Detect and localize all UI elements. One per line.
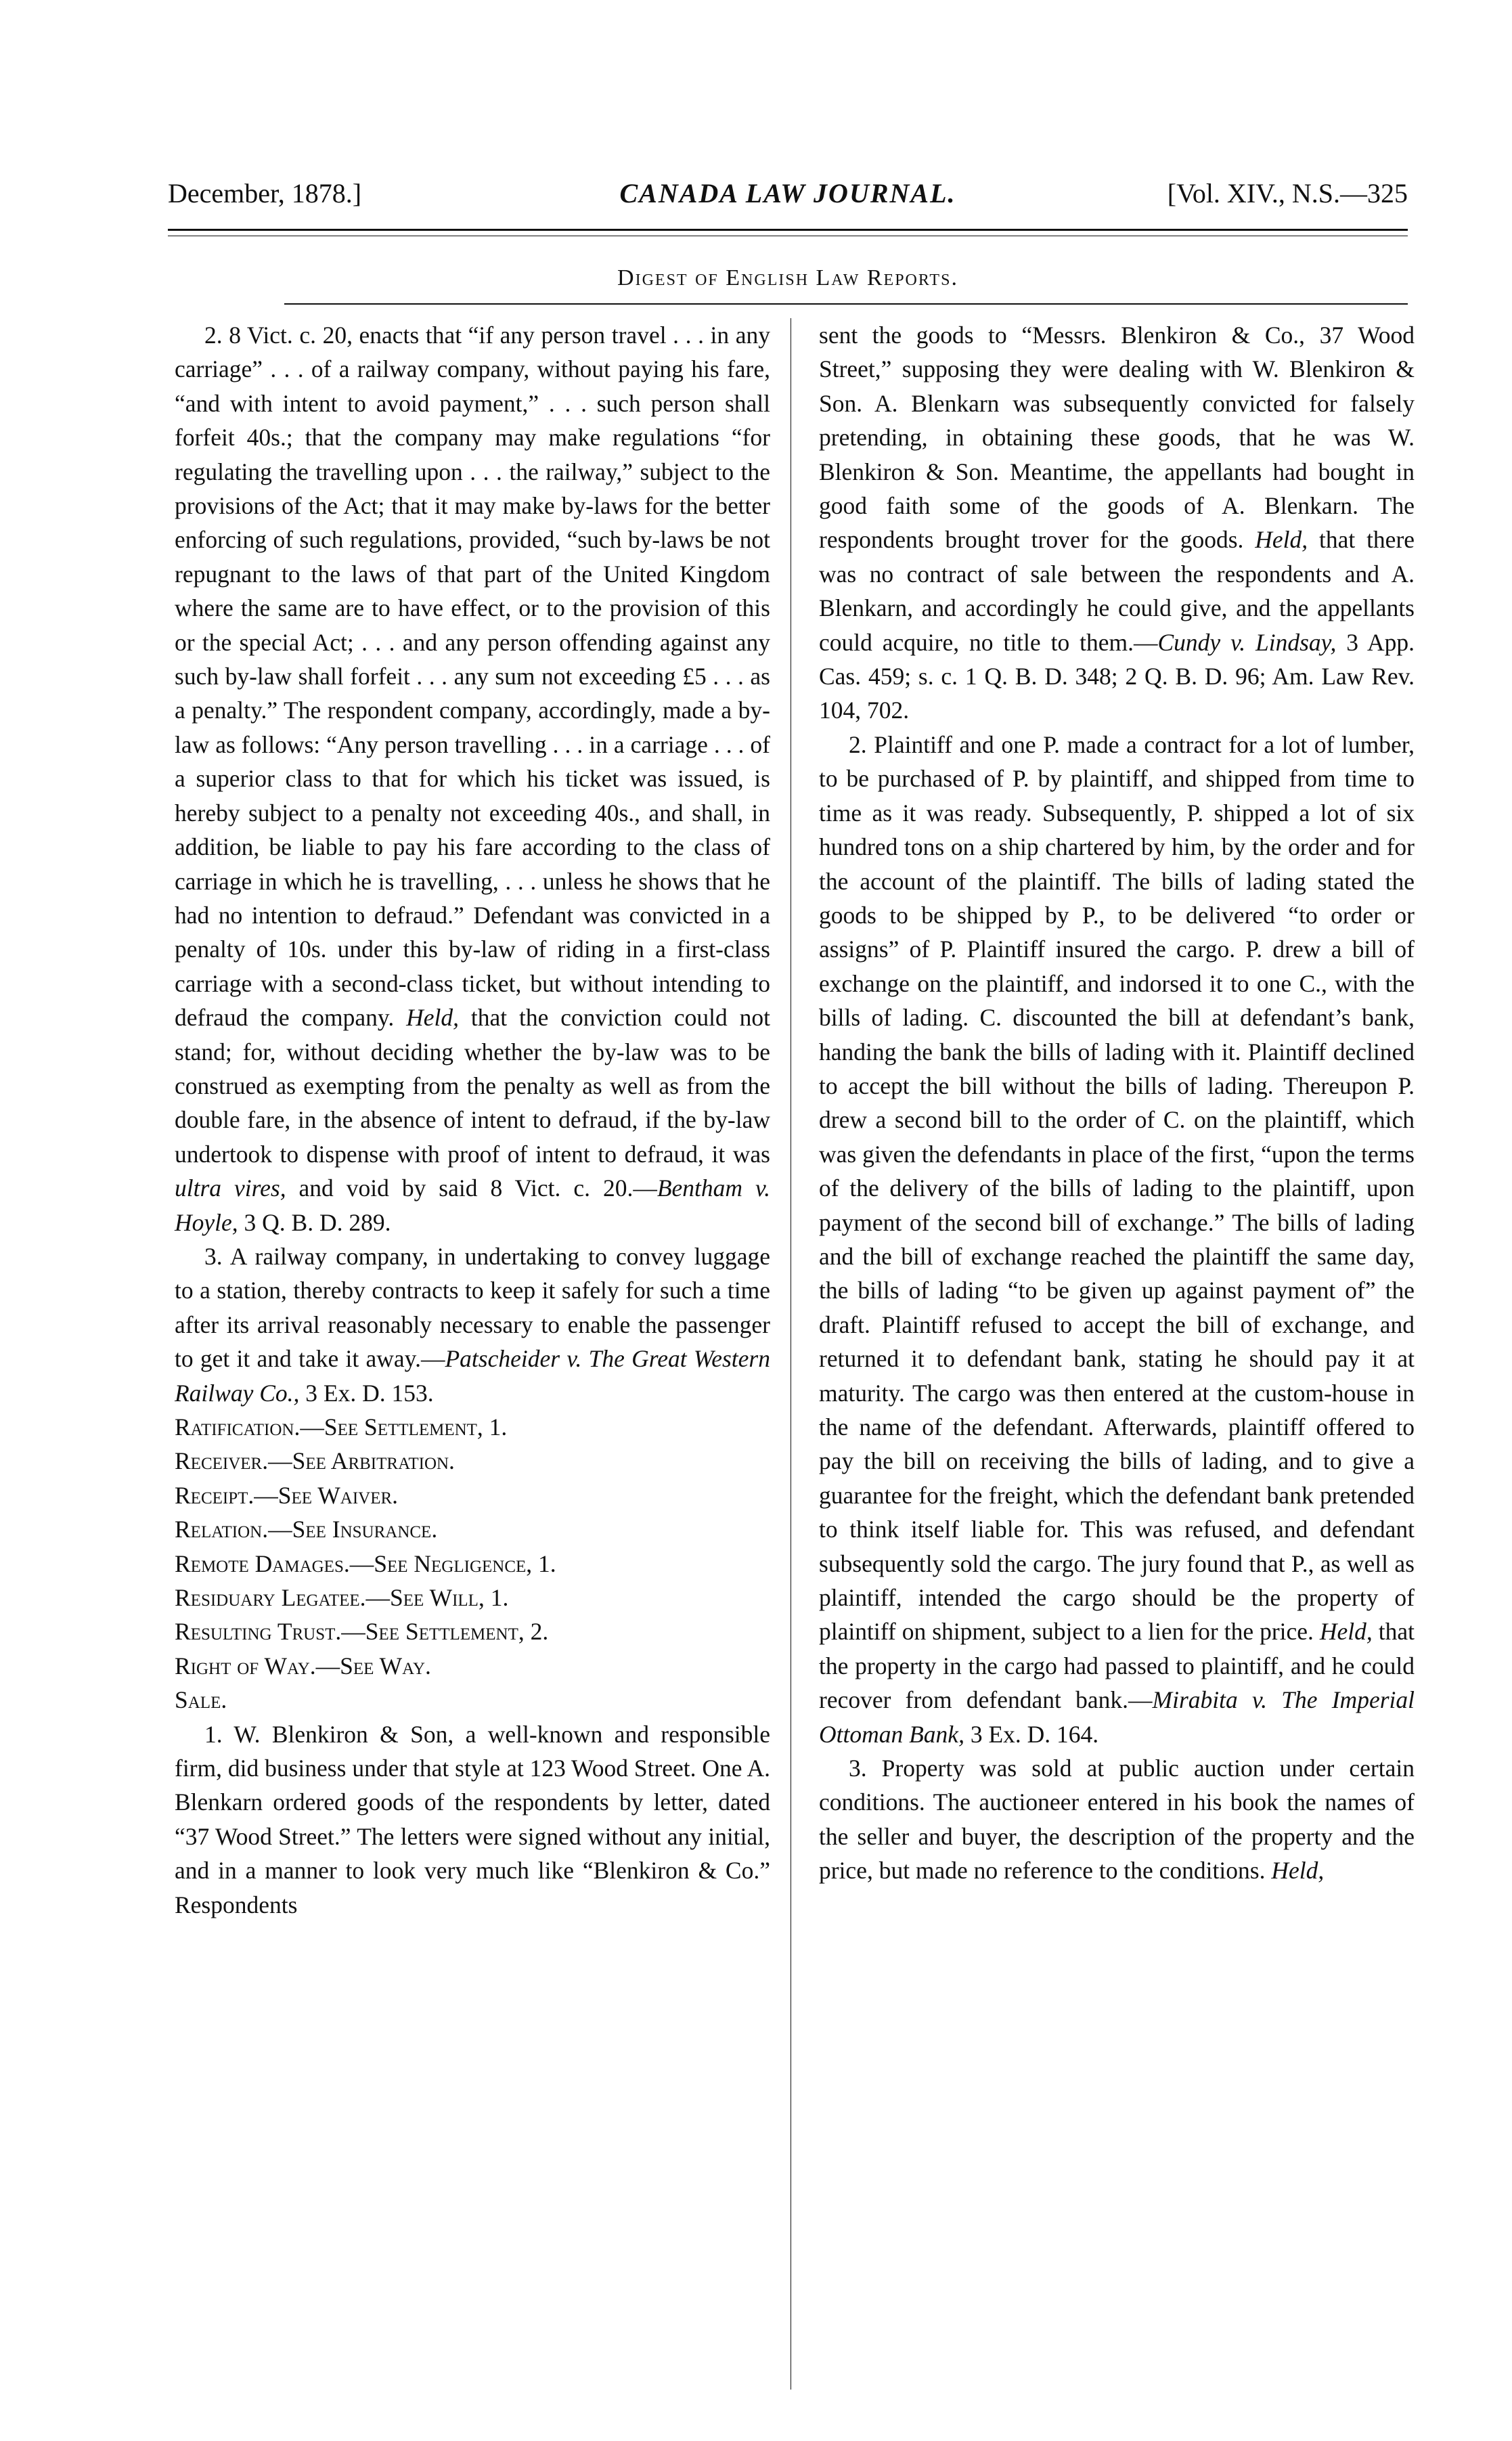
sale-paragraph-3: 3. Property was sold at public auction under certain conditions. The auctioneer entered in his book the names of the seller and buyer, the description of the property and the price, but made no reference to the conditions. Held, bbox=[819, 1755, 1415, 1885]
held-label: Held, bbox=[1255, 526, 1308, 554]
case-citation: Cundy v. Lindsay, bbox=[1157, 628, 1337, 656]
paragraph-3: 3. A railway company, in undertaking to convey luggage to a station, thereby contracts to keep it safely for such a time after its arrival reasonably necessary to enable the passenger to get it and take it away.—Patscheider v. The Great Western Railway Co., 3 Ex. D. 153. bbox=[175, 1242, 770, 1407]
sale-heading: Sale. bbox=[175, 1686, 227, 1714]
volume-page: [Vol. XIV., N.S.—325 bbox=[1167, 178, 1408, 208]
held-label: Held, bbox=[1319, 1618, 1373, 1646]
index-entry: Remote Damages.—See Negligence, 1. bbox=[175, 1549, 556, 1577]
index-entry: Ratification.—See Settlement, 1. bbox=[175, 1413, 508, 1441]
paragraph-2: 2. 8 Vict. c. 20, enacts that “if any person travel . . . in any carriage” . . . of a railway company, without paying his fare, “and with intent to avoid payment,” . . . such person shall forfeit 40s.; that the company may make regulations “for regulating the travelling upon . . . the railway,” subject to the provisions of the Act; that it may make by-laws for the better enforcing of such regulations, provided, “such by-laws be not repugnant to the laws of that part of the United Kingdom where the same are to have effect, or to the provision of this or the special Act; . . . and any person offending against any such by-law shall forfeit . . . any sum not exceeding £5 . . . as a penalty.” The respondent company, accordingly, made a by-law as follows: “Any person travelling . . . in a carriage . . . of a superior class to that for which his ticket was issued, is hereby subject to a penalty not exceeding 40s., and shall, in addition, be liable to pay his fare according to the class of carriage in which he is travelling, . . . unless he shows that he had no intention to defraud.” Defendant was convicted in a penalty of 10s. under this by-law of riding in a first-class carriage with a second-class ticket, but without intending to defraud the company. Held, that the conviction could not stand; for, without deciding whether the by-law was to be construed as exempting from the penalty as well as from the double fare, in the absence of intent to defraud, if the by-law undertook to dispense with proof of intent to defraud, it was ultra vires, and void by said 8 Vict. c. 20.—Bentham v. Hoyle, 3 Q. B. D. 289. bbox=[175, 322, 771, 1236]
case-citation: Bentham v. Hoyle, bbox=[175, 1174, 770, 1236]
case-citation: Mirabita v. The Imperial Ottoman Bank, bbox=[819, 1686, 1415, 1748]
index-entry: Residuary Legatee.—See Will, 1. bbox=[175, 1584, 509, 1612]
index-entry: Relation.—See Insurance. bbox=[175, 1516, 438, 1543]
sale-paragraph-1: 1. W. Blenkiron & Son, a well-known and responsible firm, did business under that style at 123 Wood Street. One A. Blenkarn ordered goods of the respondents by letter, dated “37 Wood Street.” The letters were signed without any initial, and in a manner to look very much like “Blenkiron & Co.” Respondents bbox=[175, 1720, 770, 1918]
issue-date: December, 1878.] bbox=[168, 178, 362, 208]
running-header bbox=[168, 177, 1408, 218]
section-rule bbox=[284, 303, 1408, 305]
index-entry: Right of Way.—See Way. bbox=[175, 1652, 431, 1679]
index-entry: Receiver.—See Arbitration. bbox=[175, 1447, 455, 1475]
held-label: Held, bbox=[1271, 1857, 1325, 1885]
section-title: Digest of English Law Reports. bbox=[617, 265, 958, 290]
sale-paragraph-2: 2. Plaintiff and one P. made a contract for a lot of lumber, to be purchased of P. by plaintiff, and shipped from time to time as it was ready. Subsequently, P. shipped a lot of six hundred tons on a ship chartered by him, by the order and for the account of the plaintiff. The bills of lading stated the goods to be shipped by P., to be delivered “to order or assigns” of P. Plaintiff insured the cargo. P. drew a bill of exchange on the plaintiff, and indorsed it to one C., with the bills of lading. C. discounted the bill at defendant’s bank, handing the bank the bills of lading with it. Plaintiff declined to accept the bill without the bills of lading. Thereupon P. drew a second bill to the order of C. on the plaintiff, which was given the defendants in place of the first, “upon the terms of the delivery of the bills of lading to the plaintiff, upon payment of the second bill of exchange.” The bills of lading and the bill of exchange reached the plaintiff the same day, the bills of lading “to be given up against payment of” the draft. Plaintiff refused to accept the bill of exchange, and returned it to defendant bank, stating he should pay it at maturity. The cargo was then entered at the custom-house in the name of the defendant. Afterwards, plaintiff offered to pay the bill on receiving the bills of lading, and to give a guarantee for the freight, which the defendant bank pretended to think itself liable for. This was refused, and defendant subsequently sold the cargo. The jury found that P., as well as plaintiff, intended the cargo should be the property of plaintiff on shipment, subject to a lien for the price. Held, that the property in the cargo had passed to plaintiff, and he could recover from defendant bank.—Mirabita v. The Imperial Ottoman Bank, 3 Ex. D. 164. bbox=[819, 730, 1415, 1748]
index-entry: Resulting Trust.—See Settlement, 2. bbox=[175, 1618, 549, 1646]
case-citation: Patscheider v. The Great Western Railway Co., bbox=[175, 1345, 770, 1407]
sale-paragraph-1-continued: sent the goods to “Messrs. Blenkiron & Co., 37 Wood Street,” supposing they were dealing with W. Blenkiron & Son. A. Blenkarn was subsequently convicted for falsely pretending, in obtaining these goods, that he was W. Blenkiron & Son. Meantime, the appellants had bought in good faith some of the goods of A. Blenkarn. The respondents brought trover for the goods. Held, that there was no contract of sale between the respondents and A. Blenkarn, and accordingly he could give, and the appellants could acquire, no title to them.—Cundy v. Lindsay, 3 App. Cas. 459; s. c. 1 Q. B. D. 348; 2 Q. B. D. 96; Am. Law Rev. 104, 702. bbox=[819, 322, 1415, 724]
right-column bbox=[819, 318, 1415, 1888]
left-column bbox=[175, 318, 770, 1922]
index-entry: Receipt.—See Waiver. bbox=[175, 1481, 399, 1509]
header-rule-thick bbox=[168, 229, 1408, 231]
journal-title: CANADA LAW JOURNAL. bbox=[619, 178, 956, 208]
held-label: Held, bbox=[406, 1004, 459, 1032]
